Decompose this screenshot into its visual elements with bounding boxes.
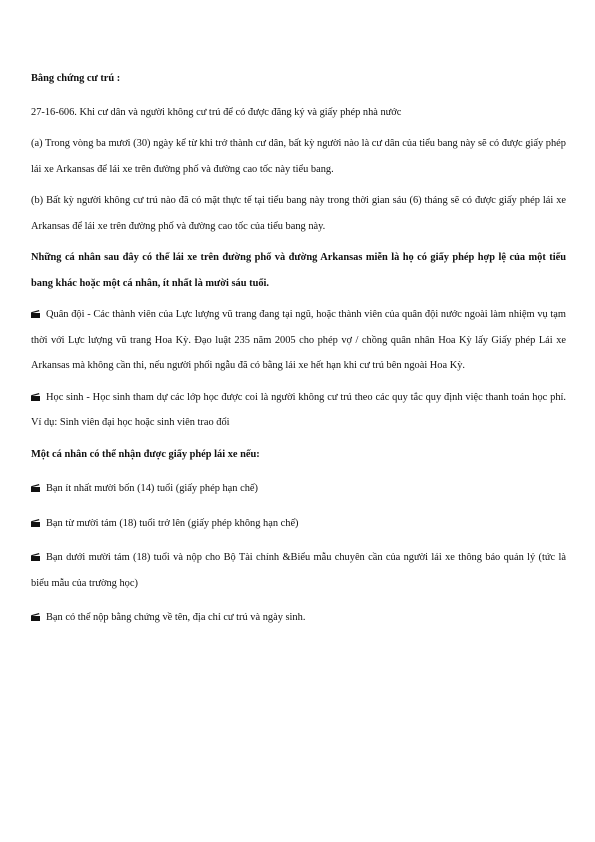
eligible-heading: Một cá nhân có thể nhận được giấy phép lái xe nếu: bbox=[31, 448, 260, 460]
paragraph-b: (b) Bất kỳ người không cư trú nào đã có mặt thực tế tại tiểu bang này trong thời gian sáu (6) tháng sẽ có được giấy phép lái xe Arkansas để lái xe trên đường phố và đường cao tốc của tiểu bang này. bbox=[31, 195, 566, 232]
list-item-military bbox=[31, 302, 566, 379]
list-item-text: Bạn có thể nộp bằng chứng về tên, địa chỉ cư trú và ngày sinh. bbox=[46, 612, 306, 623]
clapperboard-icon bbox=[31, 310, 40, 318]
list-item-text: Quân đội - Các thành viên của Lực lượng vũ trang đang tại ngũ, hoặc thành viên của quân đội nước ngoài làm nhiệm vụ tạm thời với Lực lượng vũ trang Hoa Kỳ. Đạo luật 235 năm 2005 cho phép vợ / chồng quân nhân Hoa Kỳ lấy Giấy phép Lái xe Arkansas mà không cần thi, nếu người phối ngẫu đã có bằng lái xe hết hạn khi cư trú bên ngoài Hoa Kỳ. bbox=[31, 309, 566, 371]
list-item-text: Bạn dưới mười tám (18) tuổi và nộp cho Bộ Tài chính &Biểu mẫu chuyên cần của người lái xe thông báo quản lý (tức là biểu mẫu của trường học) bbox=[31, 552, 566, 589]
clapperboard-icon bbox=[31, 613, 40, 621]
section-heading: Bằng chứng cư trú : bbox=[31, 73, 121, 84]
clapperboard-icon bbox=[31, 393, 40, 401]
clapperboard-icon bbox=[31, 519, 40, 527]
list-item-under-18 bbox=[31, 545, 566, 596]
clapperboard-icon bbox=[31, 553, 40, 561]
list-item-age-18 bbox=[31, 511, 566, 537]
paragraph-a: (a) Trong vòng ba mươi (30) ngày kể từ khi trở thành cư dân, bất kỳ người nào là cư dân của tiểu bang này sẽ có được giấy phép lái xe Arkansas để lái xe trên đường phố và đường cao tốc này tiểu bang. bbox=[31, 138, 566, 175]
list-item-text: Bạn từ mười tám (18) tuổi trở lên (giấy phép không hạn chế) bbox=[46, 517, 299, 529]
list-item-text: Học sinh - Học sinh tham dự các lớp học được coi là người không cư trú theo các quy tắc quy định việc thanh toán học phí. Ví dụ: Sinh viên đại học hoặc sinh viên trao đổi bbox=[31, 391, 566, 428]
law-intro: 27-16-606. Khi cư dân và người không cư trú để có được đăng ký và giấy phép nhà nước bbox=[31, 106, 402, 118]
exempt-heading: Những cá nhân sau đây có thể lái xe trên đường phố và đường Arkansas miễn là họ có giấy phép hợp lệ của một tiểu bang khác hoặc một cá nhân, ít nhất là mười sáu tuổi. bbox=[31, 252, 566, 289]
list-item-proof bbox=[31, 605, 566, 631]
document-page bbox=[31, 66, 566, 631]
clapperboard-icon bbox=[31, 484, 40, 492]
list-item-student bbox=[31, 385, 566, 436]
list-item-text: Bạn ít nhất mười bốn (14) tuổi (giấy phép hạn chế) bbox=[46, 483, 258, 494]
list-item-age-14 bbox=[31, 476, 566, 502]
